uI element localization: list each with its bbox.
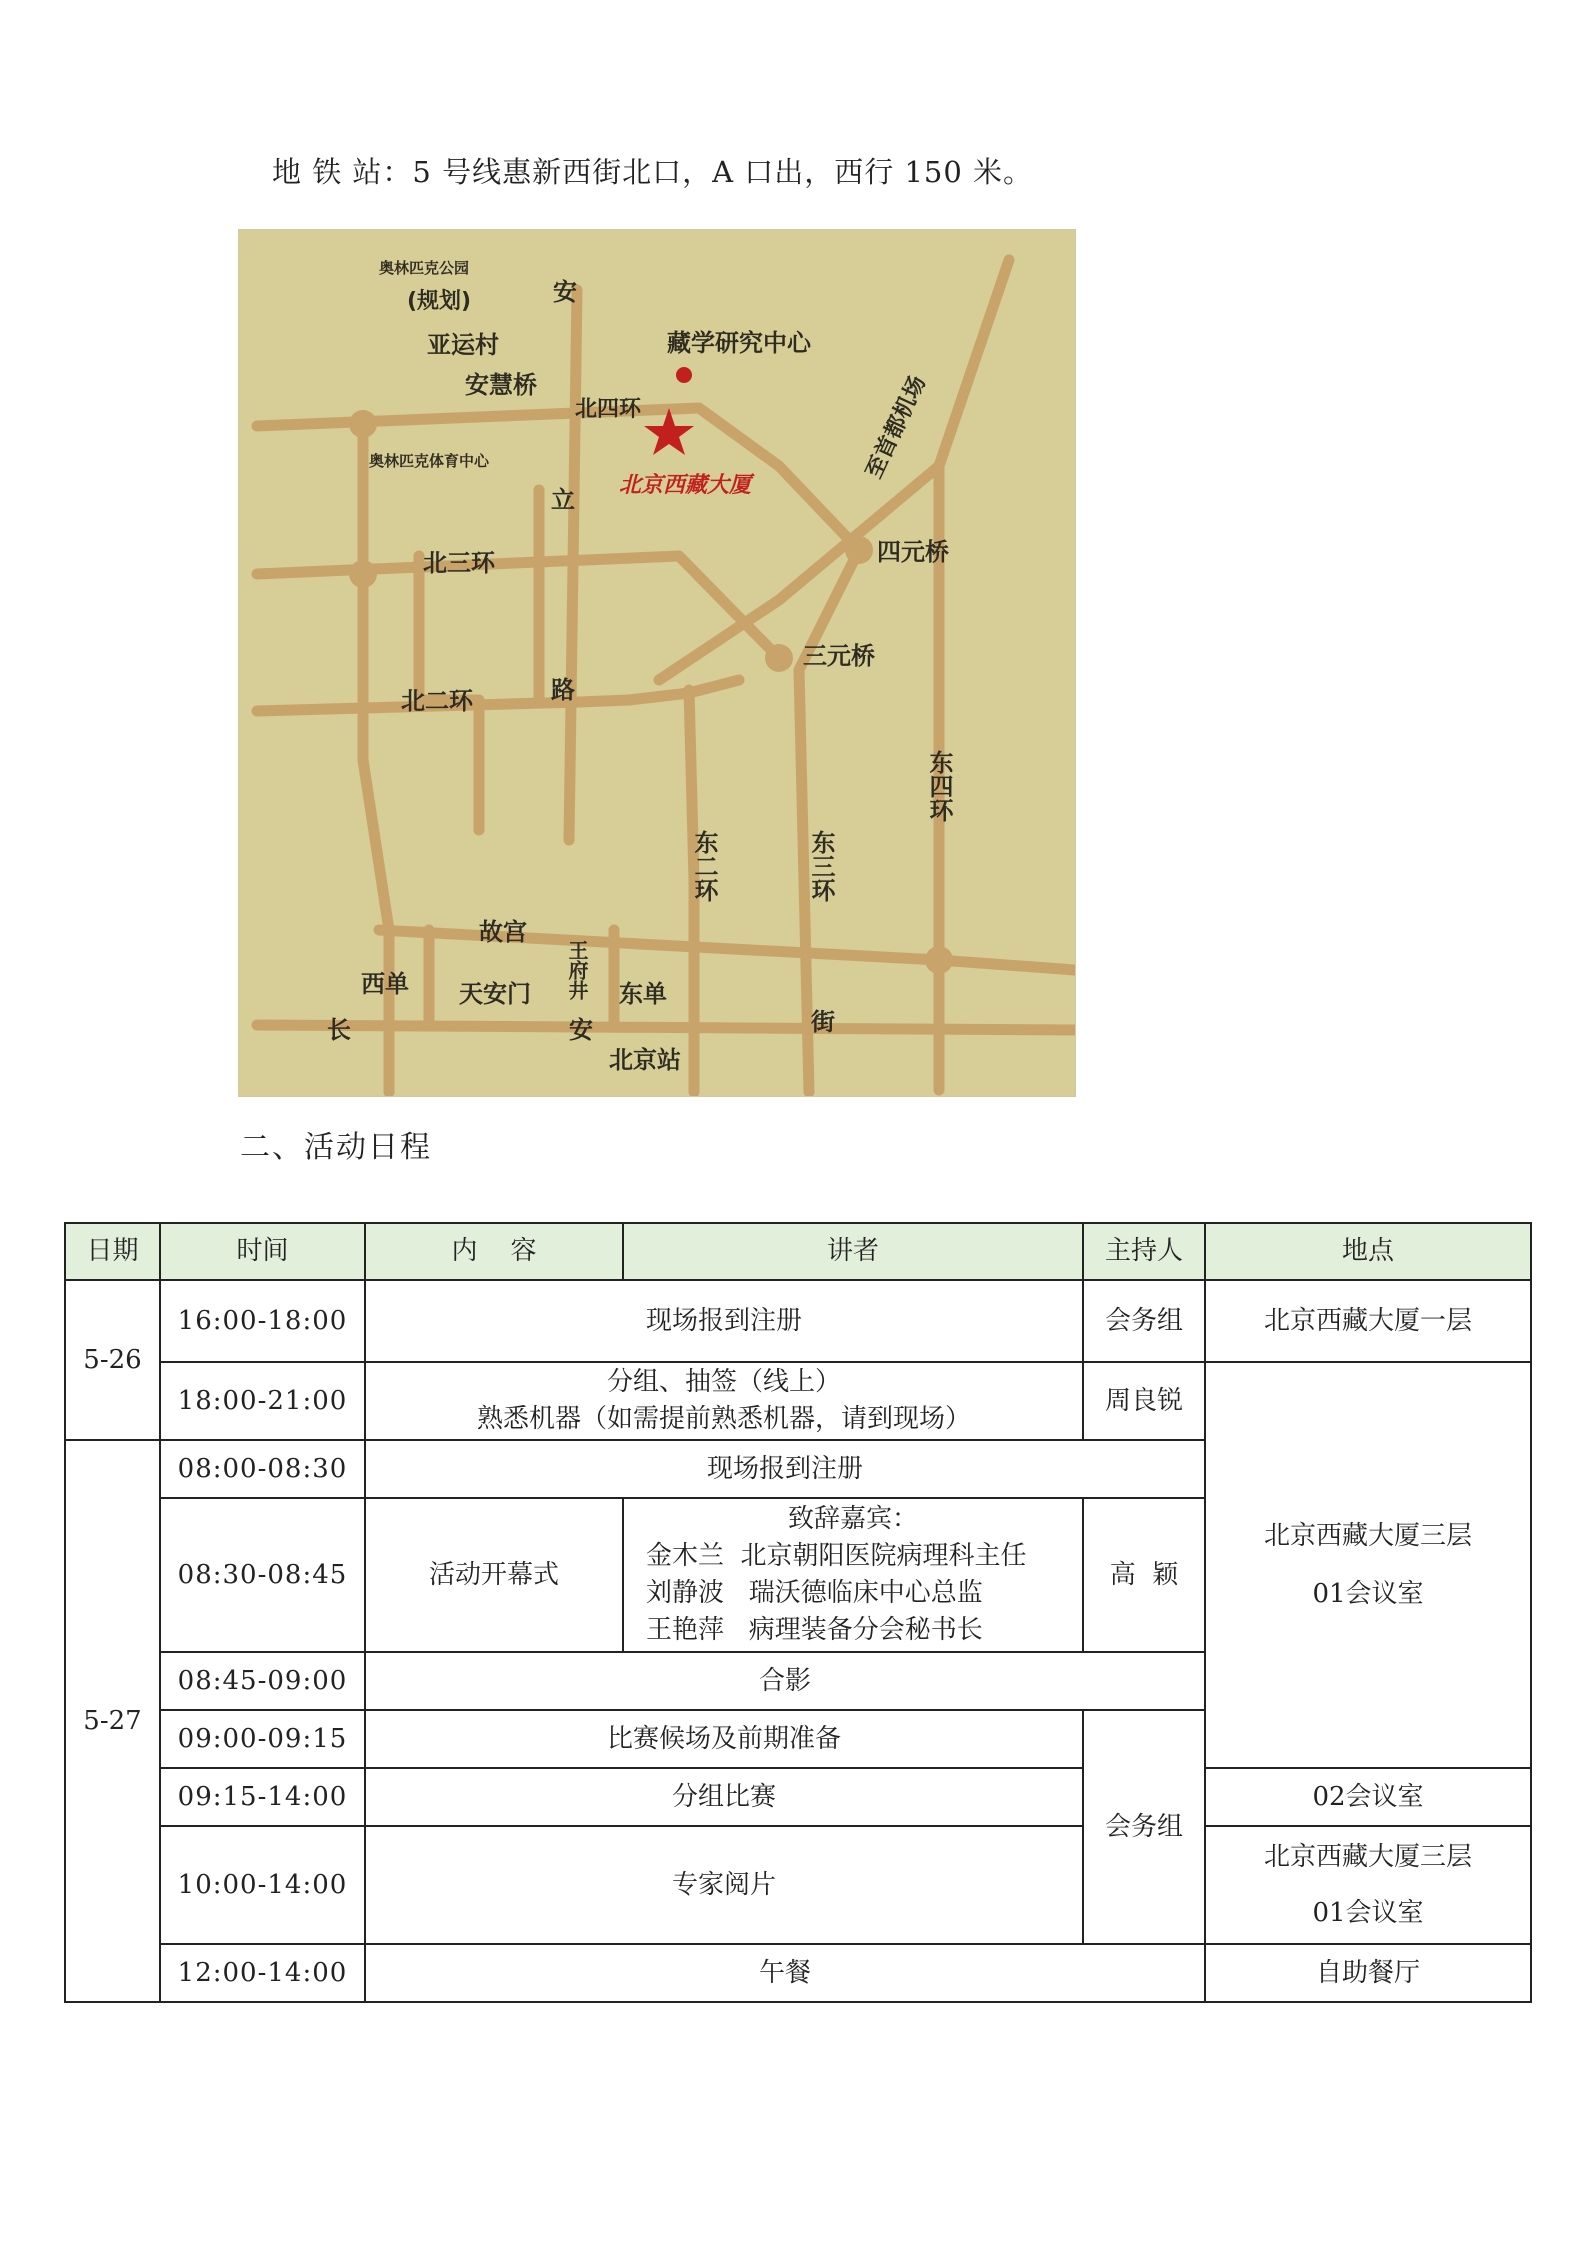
time-cell: 18:00-21:00 xyxy=(160,1362,365,1440)
map-label-siyuan: 四元桥 xyxy=(877,538,949,566)
content-line: 分组、抽签（线上） xyxy=(606,1367,841,1397)
date-cell: 5-26 xyxy=(65,1280,160,1440)
table-row xyxy=(65,1280,1531,1362)
map-label-planned: (规划) xyxy=(407,289,472,314)
header-location: 地点 xyxy=(1205,1223,1531,1280)
host-cell: 高 颖 xyxy=(1083,1498,1205,1652)
map-label-chang: 长 xyxy=(327,1016,351,1044)
location-cell xyxy=(1205,1826,1531,1944)
host-cell: 周良锐 xyxy=(1083,1362,1205,1440)
map-label-beijing-station: 北京站 xyxy=(609,1046,681,1074)
map-label-olympic-park: 奥林匹克公园 xyxy=(379,259,470,277)
time-cell: 16:00-18:00 xyxy=(160,1280,365,1362)
speaker-line: 刘静波 瑞沃德临床中心总监 xyxy=(646,1578,983,1608)
location-cell: 02会议室 xyxy=(1205,1768,1531,1826)
schedule-table xyxy=(64,1222,1532,2003)
location-line: 北京西藏大厦三层 xyxy=(1263,1521,1472,1551)
map-label-xidan: 西单 xyxy=(361,970,409,998)
location-cell xyxy=(1205,1362,1531,1768)
time-cell: 09:00-09:15 xyxy=(160,1710,365,1768)
speaker-line: 王艳萍 病理装备分会秘书长 xyxy=(646,1615,983,1645)
header-date: 日期 xyxy=(65,1223,160,1280)
location-line: 北京西藏大厦三层 xyxy=(1263,1842,1472,1872)
map-label-li: 立 xyxy=(551,486,575,514)
header-speaker: 讲者 xyxy=(623,1223,1083,1280)
map-label-tiananmen: 天安门 xyxy=(459,980,531,1008)
map-label-tibet-center: 藏学研究中心 xyxy=(667,329,811,357)
header-time: 时间 xyxy=(160,1223,365,1280)
table-header-row xyxy=(65,1223,1531,1280)
location-cell: 北京西藏大厦一层 xyxy=(1205,1280,1531,1362)
map-label-sanyuan: 三元桥 xyxy=(803,642,875,670)
map-label-an: 安 xyxy=(553,278,577,306)
map-label-dong3: 东三环 xyxy=(807,830,835,902)
content-cell: 专家阅片 xyxy=(365,1826,1083,1944)
table-row xyxy=(65,1944,1531,2002)
content-cell: 分组比赛 xyxy=(365,1768,1083,1826)
map-label-to-airport: 至首都机场 xyxy=(861,372,931,483)
speaker-cell xyxy=(623,1498,1083,1652)
date-cell: 5-27 xyxy=(65,1440,160,2002)
content-cell: 比赛候场及前期准备 xyxy=(365,1710,1083,1768)
content-cell: 活动开幕式 xyxy=(365,1498,623,1652)
host-cell: 会务组 xyxy=(1083,1710,1205,1944)
map-label-dongdan: 东单 xyxy=(619,980,667,1008)
location-cell: 自助餐厅 xyxy=(1205,1944,1531,2002)
table-row xyxy=(65,1826,1531,1944)
time-cell: 10:00-14:00 xyxy=(160,1826,365,1944)
location-line: 01会议室 xyxy=(1312,1898,1424,1928)
section-title: 二、活动日程 xyxy=(240,1130,432,1165)
map-label-ring3n: 北三环 xyxy=(423,549,495,577)
speaker-title: 致辞嘉宾： xyxy=(787,1504,918,1534)
map-label-asian-village: 亚运村 xyxy=(427,331,499,359)
map-label-dong4: 东四环 xyxy=(925,750,953,822)
header-host: 主持人 xyxy=(1083,1223,1205,1280)
map-label-jie: 街 xyxy=(811,1008,835,1036)
content-cell xyxy=(365,1362,1083,1440)
table-row xyxy=(65,1768,1531,1826)
header-content: 内 容 xyxy=(365,1223,623,1280)
map-label-tibet-building: 北京西藏大厦 xyxy=(619,473,752,498)
content-cell: 合影 xyxy=(365,1652,1205,1710)
location-map xyxy=(238,229,1076,1097)
content-cell: 午餐 xyxy=(365,1944,1205,2002)
host-cell: 会务组 xyxy=(1083,1280,1205,1362)
time-cell: 08:45-09:00 xyxy=(160,1652,365,1710)
map-label-anhui-bridge: 安慧桥 xyxy=(465,371,537,399)
map-label-ring4n: 北四环 xyxy=(575,397,642,422)
speaker-line: 金木兰 北京朝阳医院病理科主任 xyxy=(646,1541,1027,1571)
map-label-dong2: 东二环 xyxy=(690,830,718,902)
map-label-ring2n: 北二环 xyxy=(401,687,473,715)
map-label-olympic-sports: 奥林匹克体育中心 xyxy=(369,452,490,470)
content-line: 熟悉机器（如需提前熟悉机器，请到现场） xyxy=(476,1404,971,1434)
map-label-wangfujing: 王府井 xyxy=(565,940,589,1000)
map-label-gugong: 故宫 xyxy=(479,918,527,946)
subway-directions: 地 铁 站：5 号线惠新西街北口，A 口出，西行 150 米。 xyxy=(272,155,1034,189)
time-cell: 09:15-14:00 xyxy=(160,1768,365,1826)
time-cell: 08:00-08:30 xyxy=(160,1440,365,1498)
time-cell: 08:30-08:45 xyxy=(160,1498,365,1652)
content-cell: 现场报到注册 xyxy=(365,1440,1205,1498)
map-label-lu: 路 xyxy=(551,676,575,704)
content-cell: 现场报到注册 xyxy=(365,1280,1083,1362)
location-line: 01会议室 xyxy=(1312,1579,1424,1609)
table-row xyxy=(65,1362,1531,1440)
map-label-an2: 安 xyxy=(569,1016,593,1044)
time-cell: 12:00-14:00 xyxy=(160,1944,365,2002)
